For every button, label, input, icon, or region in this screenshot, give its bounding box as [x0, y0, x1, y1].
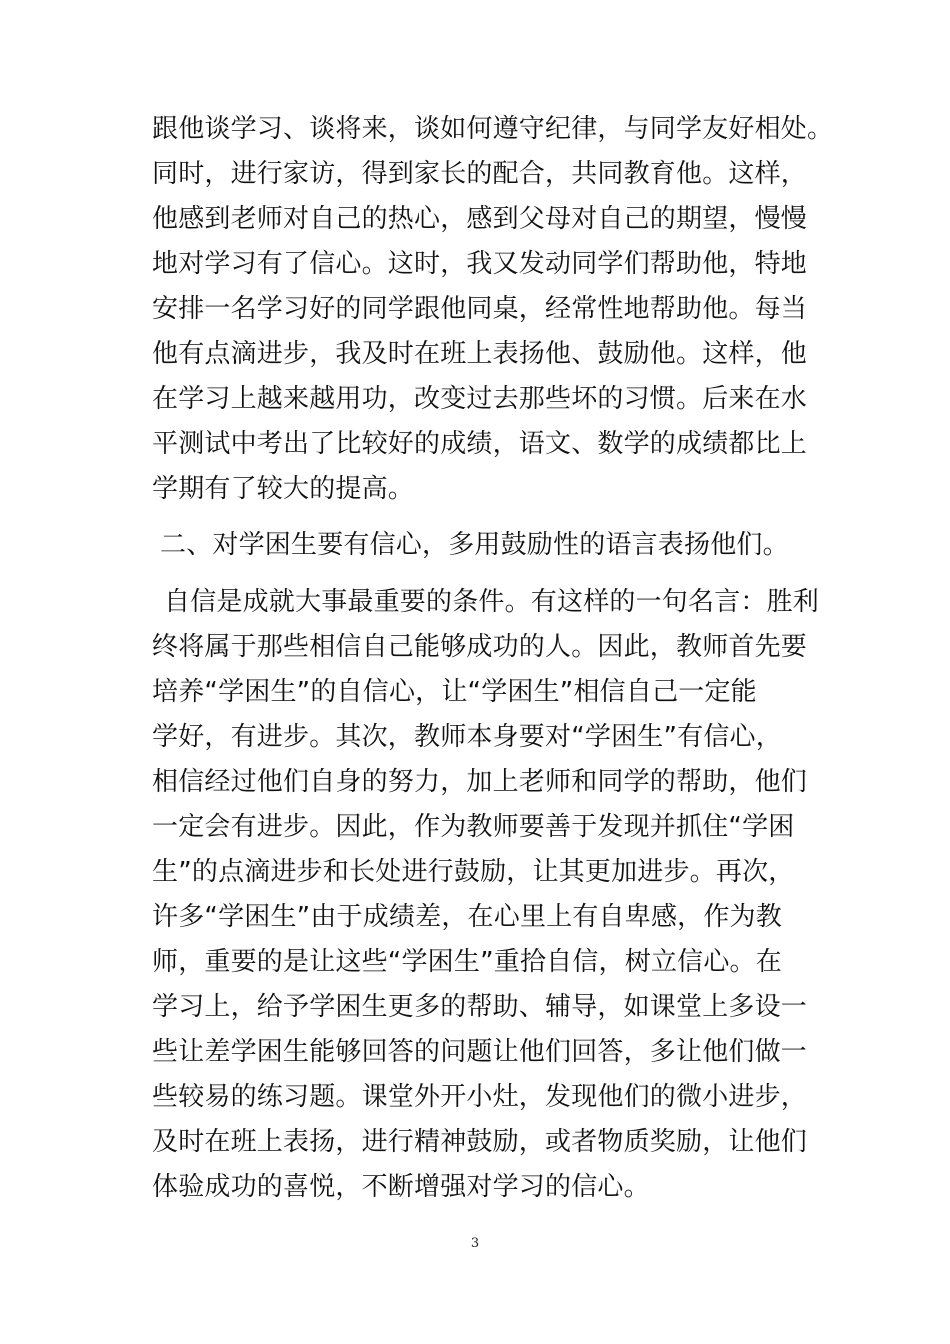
text-line: 安排一名学习好的同学跟他同桌，经常性地帮助他。每当	[152, 294, 808, 324]
page-number: 3	[470, 1236, 480, 1251]
text-line: 些让差学困生能够回答的问题让他们回答，多让他们做一	[152, 1037, 808, 1067]
text-line: 许多“学困生”由于成绩差，在心里上有自卑感，作为教	[152, 902, 782, 932]
text-line: 他感到老师对自己的热心，感到父母对自己的期望，慢慢	[152, 204, 808, 234]
text-line: 师，重要的是让这些“学困生”重拾自信，树立信心。在	[152, 947, 782, 977]
text-line: 些较易的练习题。课堂外开小灶，发现他们的微小进步，	[152, 1082, 808, 1112]
text-line: 生”的点滴进步和长处进行鼓励，让其更加进步。再次，	[152, 857, 795, 887]
text-line: 及时在班上表扬，进行精神鼓励，或者物质奖励，让他们	[152, 1127, 808, 1157]
text-line: 学期有了较大的提高。	[152, 474, 415, 504]
text-line: 学好，有进步。其次，教师本身要对“学困生”有信心，	[152, 722, 782, 752]
text-line: 跟他谈学习、谈将来，谈如何遵守纪律，与同学友好相处。	[152, 114, 834, 144]
text-line: 他有点滴进步，我及时在班上表扬他、鼓励他。这样，他	[152, 339, 808, 369]
text-line: 培养“学困生”的自信心，让“学困生”相信自己一定能	[152, 677, 757, 707]
text-line: 平测试中考出了比较好的成绩，语文、数学的成绩都比上	[152, 429, 808, 459]
section-heading: 二、对学困生要有信心，多用鼓励性的语言表扬他们。	[160, 530, 789, 560]
text-line: 学习上，给予学困生更多的帮助、辅导，如课堂上多设一	[152, 992, 808, 1022]
text-line: 地对学习有了信心。这时，我又发动同学们帮助他，特地	[152, 249, 808, 279]
text-line: 体验成功的喜悦，不断增强对学习的信心。	[152, 1172, 650, 1202]
text-line: 自信是成就大事最重要的条件。有这样的一句名言：胜利	[164, 587, 820, 617]
text-line: 同时，进行家访，得到家长的配合，共同教育他。这样，	[152, 159, 808, 189]
text-line: 一定会有进步。因此，作为教师要善于发现并抓住“学困	[152, 812, 795, 842]
text-line: 在学习上越来越用功，改变过去那些坏的习惯。后来在水	[152, 384, 808, 414]
text-line: 相信经过他们自身的努力，加上老师和同学的帮助，他们	[152, 767, 808, 797]
text-line: 终将属于那些相信自己能够成功的人。因此，教师首先要	[152, 632, 808, 662]
